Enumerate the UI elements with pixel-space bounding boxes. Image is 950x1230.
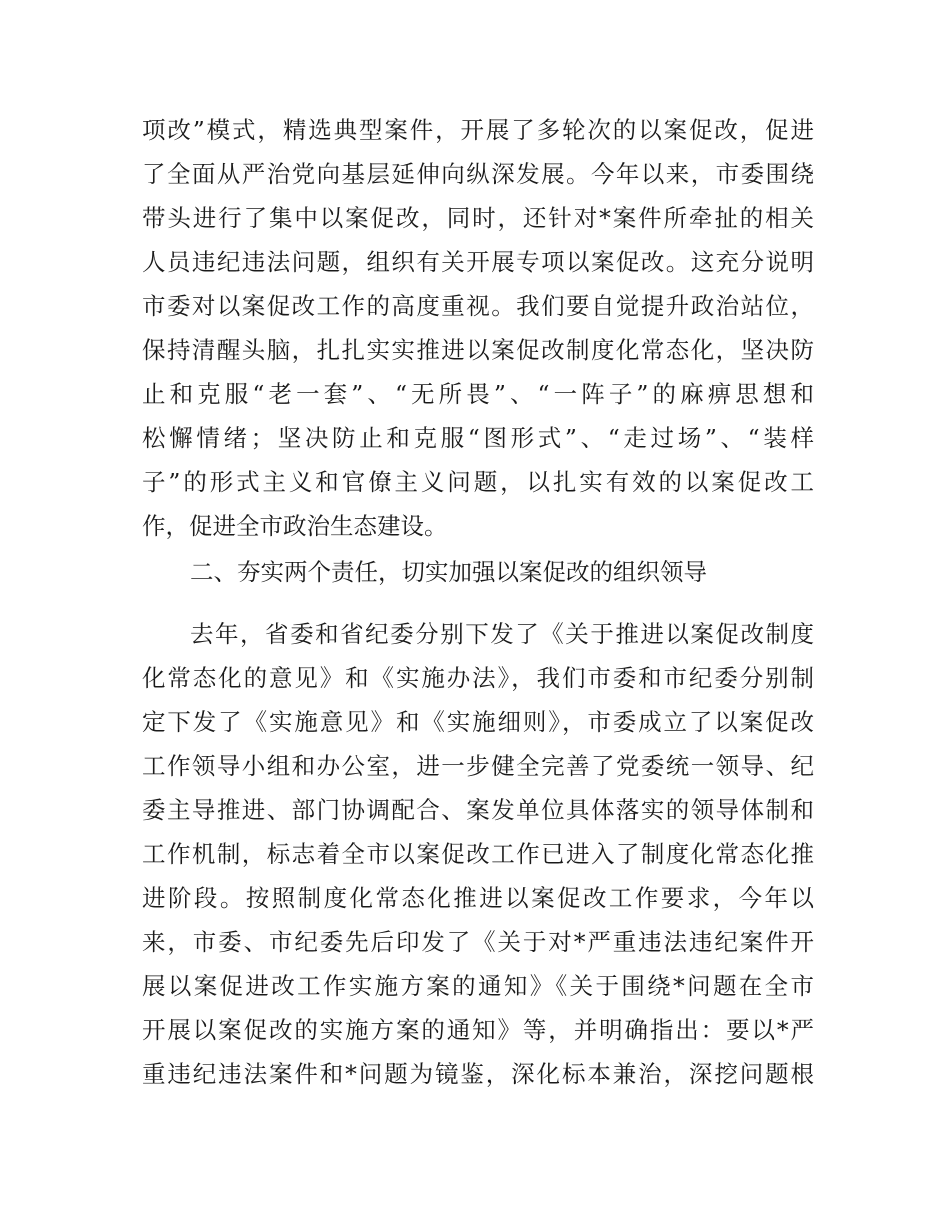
body-text-line: 化常态化的意见》和《实施办法》，我们市委和市纪委分别制 xyxy=(142,664,814,692)
body-text-line: 项改”模式，精选典型案件，开展了多轮次的以案促改，促进 xyxy=(142,116,814,144)
body-text-line: 保持清醒头脑，扎扎实实推进以案促改制度化常态化，坚决防 xyxy=(142,336,814,364)
body-text-line: 重违纪违法案件和*问题为镜鉴，深化标本兼治，深挖问题根 xyxy=(142,1060,814,1088)
body-text-line: 作，促进全市政治生态建设。 xyxy=(142,512,448,540)
body-text-line: 工作领导小组和办公室，进一步健全完善了党委统一领导、纪 xyxy=(142,752,814,780)
body-text-line: 了全面从严治党向基层延伸向纵深发展。今年以来，市委围绕 xyxy=(142,160,814,188)
body-text-line: 委主导推进、部门协调配合、案发单位具体落实的领导体制和 xyxy=(142,796,814,824)
body-text-line: 展以案促进改工作实施方案的通知》《关于围绕*问题在全市 xyxy=(142,972,814,1000)
body-text-line: 定下发了《实施意见》和《实施细则》，市委成立了以案促改 xyxy=(142,708,814,736)
body-text-line: 人员违纪违法问题，组织有关开展专项以案促改。这充分说明 xyxy=(142,248,814,276)
body-text-line: 工作机制，标志着全市以案促改工作已进入了制度化常态化推 xyxy=(142,840,814,868)
body-text-line: 进阶段。按照制度化常态化推进以案促改工作要求，今年以 xyxy=(142,884,814,912)
body-text-line: 去年，省委和省纪委分别下发了《关于推进以案促改制度 xyxy=(190,620,814,648)
section-heading: 二、夯实两个责任，切实加强以案促改的组织领导 xyxy=(190,558,707,586)
body-text-line: 来，市委、市纪委先后印发了《关于对*严重违法违纪案件开 xyxy=(142,928,814,956)
body-text-line: 子”的形式主义和官僚主义问题，以扎实有效的以案促改工 xyxy=(142,468,814,496)
body-text-line: 松懈情绪；坚决防止和克服“图形式”、“走过场”、“装样 xyxy=(142,424,814,452)
body-text-line: 开展以案促改的实施方案的通知》等，并明确指出：要以*严 xyxy=(142,1016,814,1044)
body-text-line: 止和克服“老一套”、“无所畏”、“一阵子”的麻痹思想和 xyxy=(142,380,814,408)
body-text-line: 市委对以案促改工作的高度重视。我们要自觉提升政治站位， xyxy=(142,292,814,320)
body-text-line: 带头进行了集中以案促改，同时，还针对*案件所牵扯的相关 xyxy=(142,204,814,232)
